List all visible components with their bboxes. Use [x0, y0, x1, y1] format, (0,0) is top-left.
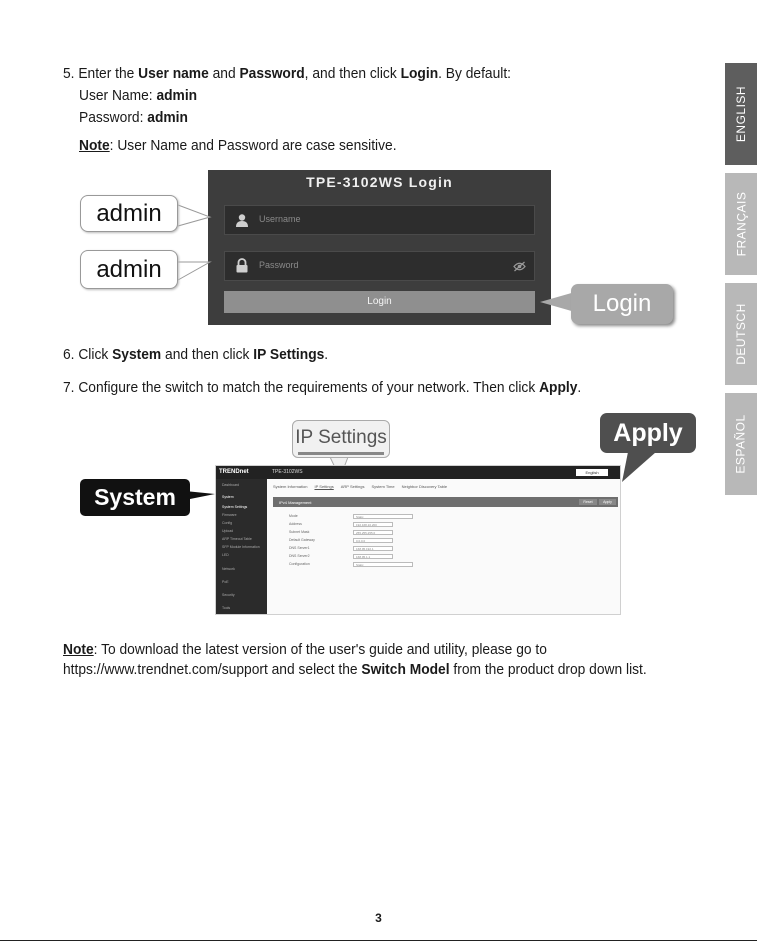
ui-tab-ip-settings[interactable]: IP Settings [314, 484, 334, 489]
ui-field-label: Subnet Mask [289, 530, 310, 534]
ui-side-sfp[interactable]: SFP Module Information [222, 545, 260, 549]
login-title: TPE-3102WS Login [306, 174, 453, 190]
step7-line: 7. Configure the switch to match the requirements of your network. Then click Apply. [63, 379, 582, 396]
ui-tabs [273, 484, 454, 489]
download-note-line1: Note: To download the latest version of the user's guide and utility, please go to [63, 641, 547, 658]
ui-tab-arp[interactable]: ARP Settings [340, 484, 365, 489]
ui-brand: TRENDnet [219, 469, 249, 475]
ui-field-input[interactable]: 168.95.1.1 [353, 554, 393, 559]
ui-side-upload[interactable]: Upload [222, 529, 234, 533]
ui-tab-system-info[interactable]: System Information [273, 484, 308, 489]
ui-field-input[interactable]: 168.95.192.1 [353, 546, 393, 551]
ui-field-label: Default Gateway [289, 538, 315, 542]
ui-field-label: DNS Server2 [289, 554, 310, 558]
ui-tab-neighbor[interactable]: Neighbor Discovery Table [401, 484, 448, 489]
password-callout: admin [80, 250, 178, 289]
ui-section-bar [273, 497, 618, 507]
ui-top-bar [216, 466, 621, 479]
ui-side-dashboard[interactable]: Dashboard [222, 483, 240, 487]
ui-apply-button[interactable]: Apply [599, 499, 616, 505]
ui-side-arp[interactable]: ARP Timeout Table [222, 537, 252, 541]
step5-line: 5. Enter the User name and Password, and then click Login. By default: [63, 65, 512, 82]
ip-settings-callout: IP Settings [292, 420, 390, 458]
case-sensitive-note: Note: User Name and Password are case sensitive. [79, 137, 397, 154]
tab-espanol[interactable]: ESPAÑOL [725, 393, 757, 495]
ip-callout-underline [298, 452, 384, 455]
ui-model: TPE-3102WS [272, 469, 303, 475]
ui-side-system-settings[interactable]: System Settings [222, 505, 248, 509]
ui-field-input[interactable]: 255.255.255.0 [353, 530, 393, 535]
ui-side-system[interactable]: System [222, 495, 234, 499]
username-placeholder: Username [259, 214, 301, 224]
ui-sidebar [216, 479, 267, 615]
password-placeholder: Password [259, 260, 299, 270]
ui-field-input[interactable]: Static [353, 562, 413, 567]
ui-side-network[interactable]: Network [222, 567, 235, 571]
ui-section-title: IPv4 Management [279, 500, 312, 505]
ui-field-label: Mode [289, 514, 298, 518]
default-username: User Name: admin [79, 87, 198, 104]
ui-side-poe[interactable]: PoE [222, 580, 229, 584]
ui-field-input[interactable]: 0.0.0.0 [353, 538, 393, 543]
tab-francais[interactable]: FRANÇAIS [725, 173, 757, 275]
ui-main [267, 479, 621, 615]
ui-side-firmware[interactable]: Firmware [222, 513, 237, 517]
ui-side-security[interactable]: Security [222, 593, 235, 597]
download-note-line2: https://www.trendnet.com/support and select the Switch Model from the product drop down list. [63, 661, 647, 678]
ui-reset-button[interactable]: Reset [579, 499, 597, 505]
ui-field-label: Configuration [289, 562, 310, 566]
step6-line: 6. Click System and then click IP Settings. [63, 346, 329, 363]
ui-side-tools[interactable]: Tools [222, 606, 231, 610]
login-callout: Login [571, 284, 673, 324]
ui-field-label: DNS Server1 [289, 546, 310, 550]
switch-ui-screenshot [215, 465, 621, 615]
default-password: Password: admin [79, 109, 188, 126]
tab-deutsch[interactable]: DEUTSCH [725, 283, 757, 385]
ui-side-config[interactable]: Config [222, 521, 233, 525]
ui-field-input[interactable]: 192.168.10.200 [353, 522, 393, 527]
bottom-rule [0, 940, 757, 941]
ui-language-select[interactable]: English [576, 469, 608, 476]
ui-field-label: Address [289, 522, 302, 526]
tab-english[interactable]: ENGLISH [725, 63, 757, 165]
page-number: 3 [375, 911, 382, 925]
ui-side-led[interactable]: LED [222, 553, 229, 557]
apply-callout: Apply [600, 413, 696, 453]
system-callout: System [80, 479, 190, 516]
login-button[interactable]: Login [224, 291, 535, 313]
ui-field-input[interactable]: Static [353, 514, 413, 519]
username-callout: admin [80, 195, 178, 232]
ui-tab-time[interactable]: System Time [371, 484, 395, 489]
